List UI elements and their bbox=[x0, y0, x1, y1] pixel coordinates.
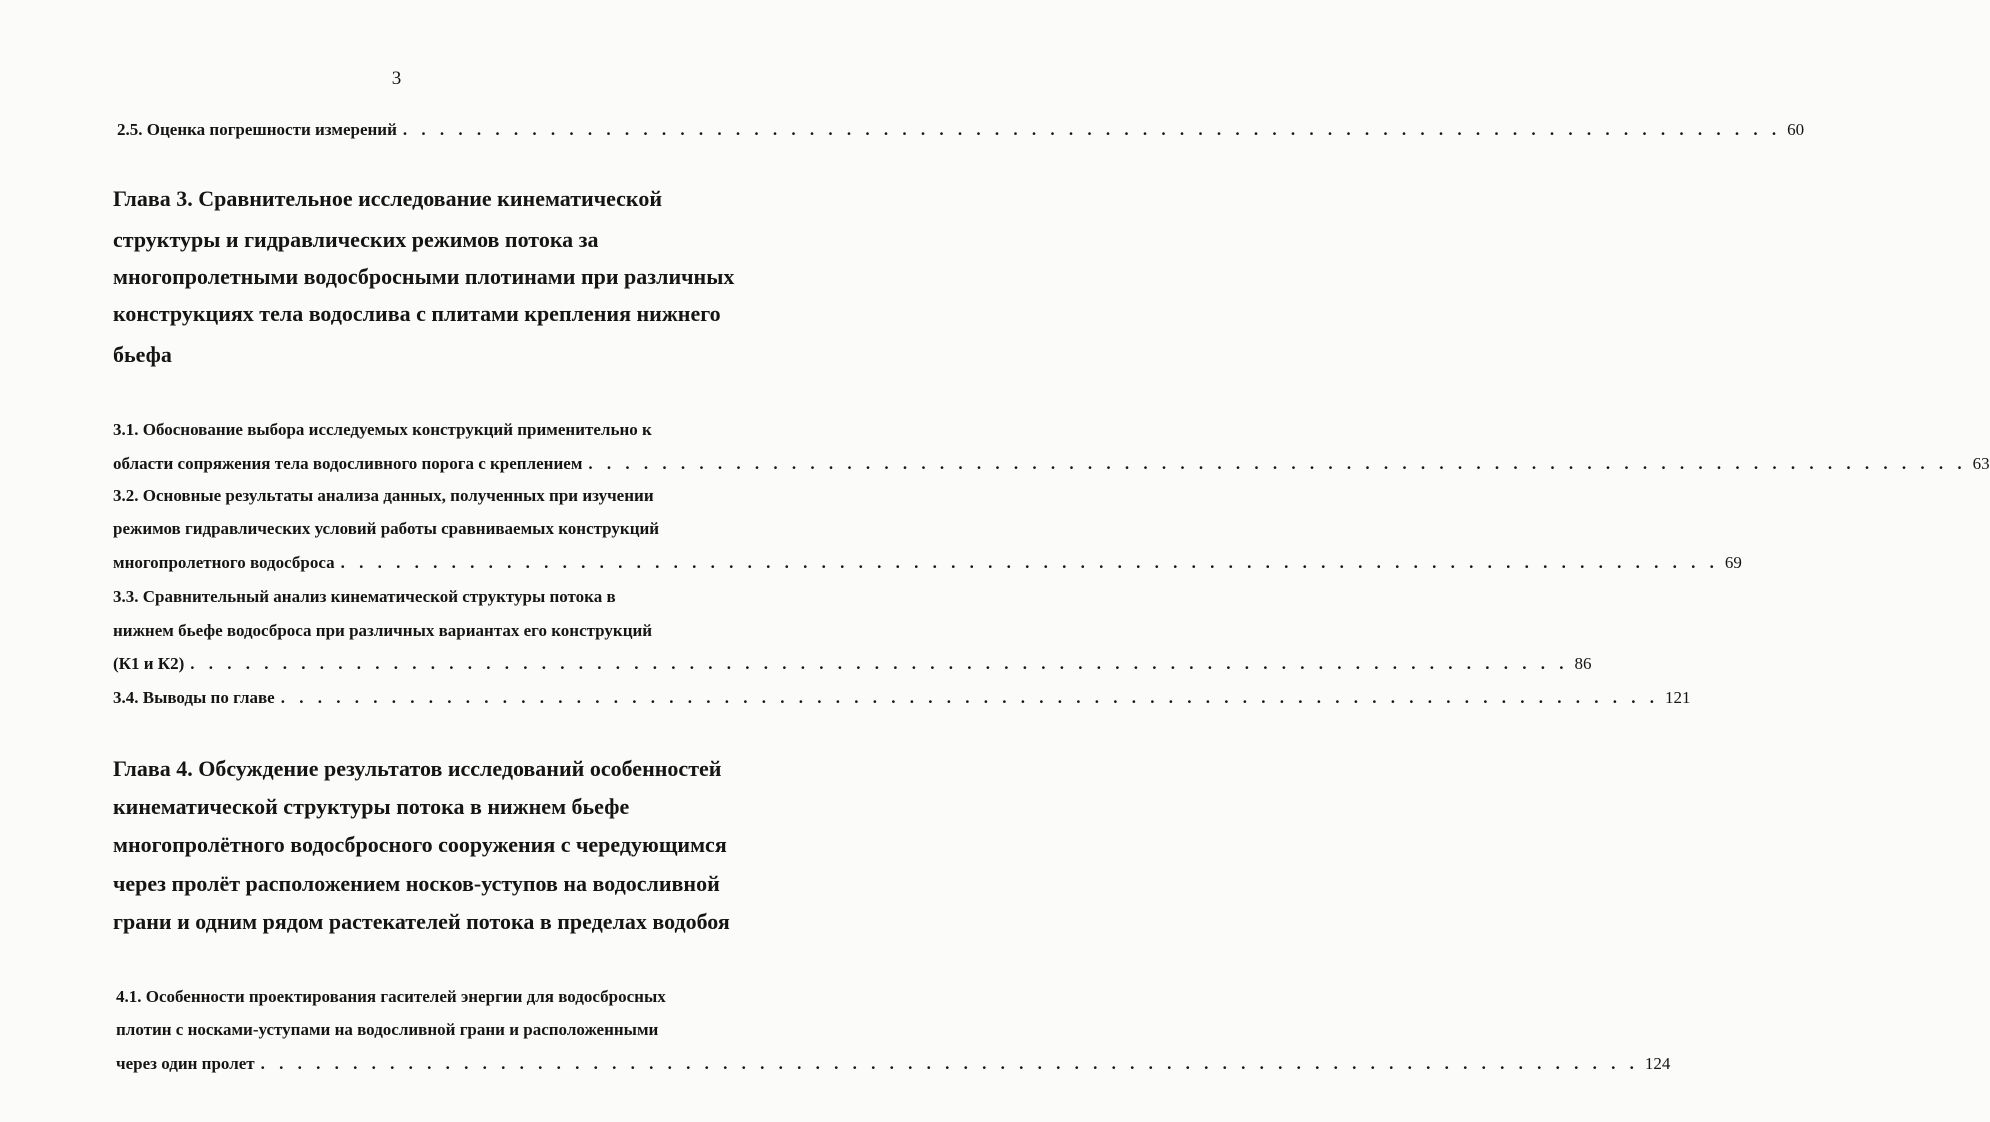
leader-dots: . . . . . . . . . . . . . . . . . . . . . . . . . . . . . . . . . . . . . . . . . . . . . . . . . . . . . . . . . . . . . . . . . . . . . . . . . . . bbox=[340, 553, 1719, 572]
chapter-3-title-line-3[interactable]: многопролетными водосбросными плотинами при различных bbox=[113, 264, 735, 289]
chapter-3-title-line-4[interactable]: конструкциях тела водослива с плитами крепления нижнего bbox=[113, 301, 721, 326]
toc-entry-2-5[interactable] bbox=[117, 120, 1805, 139]
chapter-4-title-line-2[interactable]: кинематической структуры потока в нижнем бьефе bbox=[113, 794, 630, 819]
toc-entry-label: многопролетного водосброса bbox=[113, 553, 335, 572]
leader-dots: . . . . . . . . . . . . . . . . . . . . . . . . . . . . . . . . . . . . . . . . . . . . . . . . . . . . . . . . . . . . . . . . . . . . . . . . . . . bbox=[402, 120, 1782, 139]
chapter-3-title-line-1[interactable]: Глава 3. Сравнительное исследование кинематической bbox=[113, 186, 662, 211]
leader-dots: . . . . . . . . . . . . . . . . . . . . . . . . . . . . . . . . . . . . . . . . . . . . . . . . . . . . . . . . . . . . . . . . . . . . . . . . . . . bbox=[588, 454, 1967, 473]
toc-entry-4-1-line-2[interactable]: плотин с носками-уступами на водосливной грани и расположенными bbox=[116, 1020, 659, 1039]
toc-entry-label: 2.5. Оценка погрешности измерений bbox=[117, 120, 397, 139]
chapter-4-title-line-5[interactable]: грани и одним рядом растекателей потока в пределах водобоя bbox=[113, 909, 730, 934]
toc-entry-4-1[interactable] bbox=[116, 1054, 1671, 1073]
toc-entry-3-1-line-1[interactable]: 3.1. Обоснование выбора исследуемых конструкций применительно к bbox=[113, 420, 652, 439]
chapter-3-title-line-5[interactable]: бьефа bbox=[113, 342, 172, 367]
leader-dots: . . . . . . . . . . . . . . . . . . . . . . . . . . . . . . . . . . . . . . . . . . . . . . . . . . . . . . . . . . . . . . . . . . . . . . . . . . . bbox=[260, 1054, 1639, 1073]
toc-entry-4-1-line-1[interactable]: 4.1. Особенности проектирования гасителей энергии для водосбросных bbox=[116, 987, 666, 1006]
toc-entry-3-4[interactable] bbox=[113, 688, 1691, 707]
toc-entry-3-2-line-1[interactable]: 3.2. Основные результаты анализа данных, полученных при изучении bbox=[113, 486, 654, 505]
toc-entry-3-1[interactable] bbox=[113, 454, 1990, 473]
toc-page-number: 60 bbox=[1787, 120, 1805, 139]
toc-entry-3-2-line-2[interactable]: режимов гидравлических условий работы сравниваемых конструкций bbox=[113, 519, 660, 538]
toc-page-number: 124 bbox=[1644, 1054, 1671, 1073]
toc-entry-label: (К1 и К2) bbox=[113, 654, 185, 673]
chapter-4-title-line-3[interactable]: многопролётного водосбросного сооружения с чередующимся bbox=[113, 832, 727, 857]
page-number: 3 bbox=[391, 68, 402, 89]
toc-page-number: 63 bbox=[1972, 454, 1990, 473]
toc-entry-label: 3.4. Выводы по главе bbox=[113, 688, 275, 707]
leader-dots: . . . . . . . . . . . . . . . . . . . . . . . . . . . . . . . . . . . . . . . . . . . . . . . . . . . . . . . . . . . . . . . . . . . . . . . . . . . bbox=[190, 654, 1569, 673]
toc-page-number: 121 bbox=[1664, 688, 1691, 707]
chapter-3-title-line-2[interactable]: структуры и гидравлических режимов потока за bbox=[113, 227, 599, 252]
chapter-4-title-line-4[interactable]: через пролёт расположением носков-уступов на водосливной bbox=[113, 871, 720, 896]
chapter-4-title-line-1[interactable]: Глава 4. Обсуждение результатов исследований особенностей bbox=[113, 756, 722, 781]
toc-entry-3-2[interactable] bbox=[113, 553, 1742, 572]
toc-page-number: 86 bbox=[1574, 654, 1592, 673]
toc-page-number: 69 bbox=[1724, 553, 1742, 572]
toc-entry-label: через один пролет bbox=[116, 1054, 255, 1073]
toc-entry-3-3-line-2[interactable]: нижнем бьефе водосброса при различных вариантах его конструкций bbox=[113, 621, 653, 640]
toc-entry-3-3-line-1[interactable]: 3.3. Сравнительный анализ кинематической структуры потока в bbox=[113, 587, 616, 606]
leader-dots: . . . . . . . . . . . . . . . . . . . . . . . . . . . . . . . . . . . . . . . . . . . . . . . . . . . . . . . . . . . . . . . . . . . . . . . . . . . bbox=[280, 688, 1659, 707]
toc-entry-3-3[interactable] bbox=[113, 654, 1592, 673]
toc-entry-label: области сопряжения тела водосливного порога с креплением bbox=[113, 454, 583, 473]
